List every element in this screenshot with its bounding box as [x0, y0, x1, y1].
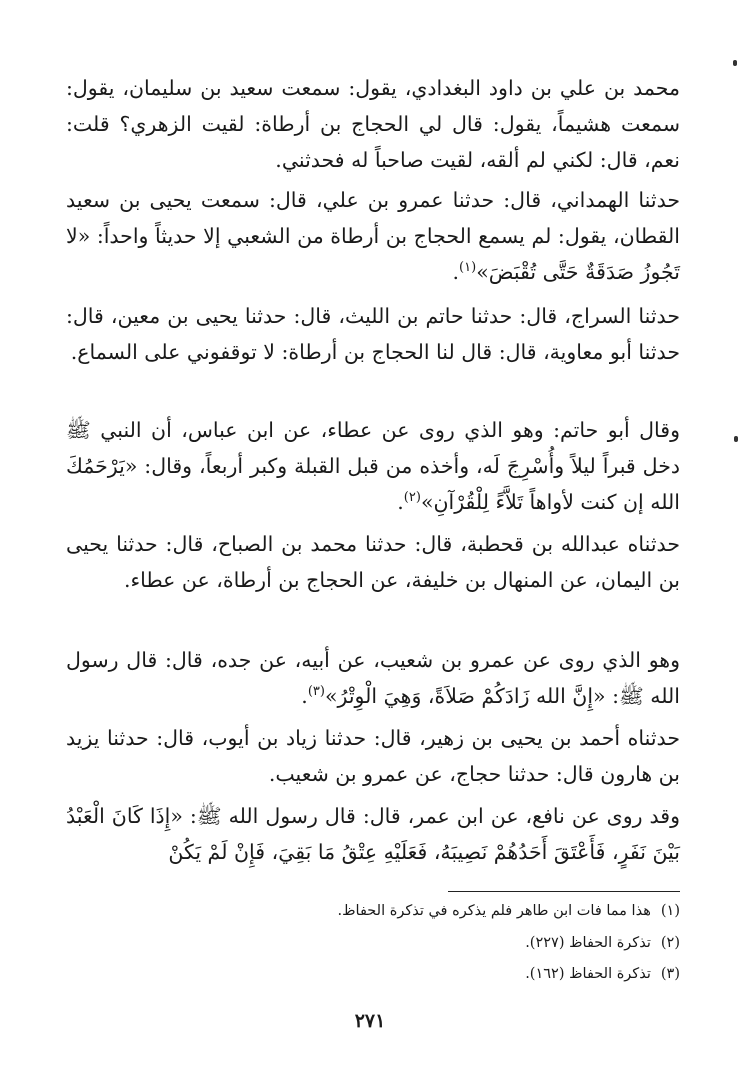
- page-number: ٢٧١: [354, 1010, 386, 1032]
- footnote-ref-1[interactable]: (١): [459, 260, 477, 276]
- footnote-number: (٢): [660, 935, 680, 951]
- paragraph-text: وقال أبو حاتم: وهو الذي روى عن عطاء، عن ابن عباس، أن النبي ﷺ دخل قبراً ليلاً وأُسْرِجَ لَه، وأخذه من قبل القبلة وكبر أربعاً، وقال: «يَرْحَمُكَ الله إن كنت لأواهاً تَلاَّءً لِلْقُرْآنِ»: [66, 418, 680, 514]
- footnote-text: تذكرة الحفاظ (٢٢٧).: [525, 935, 651, 951]
- paragraph-text: حدثناه عبدالله بن قحطبة، قال: حدثنا محمد بن الصباح، قال: حدثنا يحيى بن اليمان، عن المنهال بن خليفة، عن الحجاج بن أرطاة، عن عطاء.: [66, 532, 680, 592]
- paragraph-4: [66, 412, 680, 520]
- paragraph-tail: .: [452, 260, 460, 284]
- footnote-text: تذكرة الحفاظ (١٦٢).: [525, 966, 651, 982]
- paragraph-1: [66, 70, 680, 178]
- paragraph-3: [66, 298, 680, 370]
- paragraph-text: حدثناه أحمد بن يحيى بن زهير، قال: حدثنا زياد بن أيوب، قال: حدثنا يزيد بن هارون قال: حدثنا حجاج، عن عمرو بن شعيب.: [66, 726, 680, 786]
- footnote-number: (٣): [660, 966, 680, 982]
- paragraph-6: [66, 642, 680, 714]
- paragraph-tail: .: [301, 684, 308, 708]
- paragraph-text: حدثنا السراج، قال: حدثنا حاتم بن الليث، قال: حدثنا يحيى بن معين، قال: حدثنا أبو معاوية، قال: قال لنا الحجاج بن أرطاة: لا توقفوني على السماع.: [66, 304, 680, 364]
- footnote-text: هذا مما فات ابن طاهر فلم يذكره في تذكرة الحفاظ.: [337, 903, 651, 919]
- paragraph-tail: .: [397, 490, 404, 514]
- footnote-3: [66, 963, 680, 985]
- footnote-2: [66, 932, 680, 954]
- footnote-ref-3[interactable]: (٣): [307, 684, 325, 700]
- footnote-number: (١): [660, 903, 680, 919]
- scan-mark: [733, 60, 737, 66]
- paragraph-2: [66, 182, 680, 290]
- paragraph-7: [66, 720, 680, 792]
- footnote-ref-2[interactable]: (٢): [403, 490, 421, 506]
- footnote-1: [66, 900, 680, 922]
- paragraph-text: وهو الذي روى عن عمرو بن شعيب، عن أبيه، عن جده، قال: قال رسول الله ﷺ: «إِنَّ الله زَادَكُمْ صَلاَةً، وَهِيَ الْوِتْرُ»: [66, 648, 680, 708]
- paragraph-5: [66, 526, 680, 598]
- paragraph-8: [66, 798, 680, 870]
- scan-mark: [734, 436, 738, 442]
- paragraph-text: حدثنا الهمداني، قال: حدثنا عمرو بن علي، قال: سمعت يحيى بن سعيد القطان، يقول: لم يسمع الحجاج بن أرطاة من الشعبي إلا حديثاً واحداً: «لا تَجُوزُ صَدَقَةٌ حَتَّى تُقْبَضَ»: [66, 188, 681, 284]
- paragraph-text: وقد روى عن نافع، عن ابن عمر، قال: قال رسول الله ﷺ: «إِذَا كَانَ الْعَبْدُ بَيْنَ نَفَرٍ، فَأَعْتَقَ أَحَدُهُمْ نَصِيبَهُ، فَعَلَيْهِ عِتْقُ مَا بَقِيَ، فَإِنْ لَمْ يَكُنْ: [66, 804, 680, 864]
- paragraph-text: محمد بن علي بن داود البغدادي، يقول: سمعت سعيد بن سليمان، يقول: سمعت هشيماً، يقول: قال لي الحجاج بن أرطاة: لقيت الزهري؟ قلت: نعم، قال: لكني لم ألقه، لقيت صاحباً له فحدثني.: [66, 76, 680, 172]
- footnote-separator: [448, 891, 680, 892]
